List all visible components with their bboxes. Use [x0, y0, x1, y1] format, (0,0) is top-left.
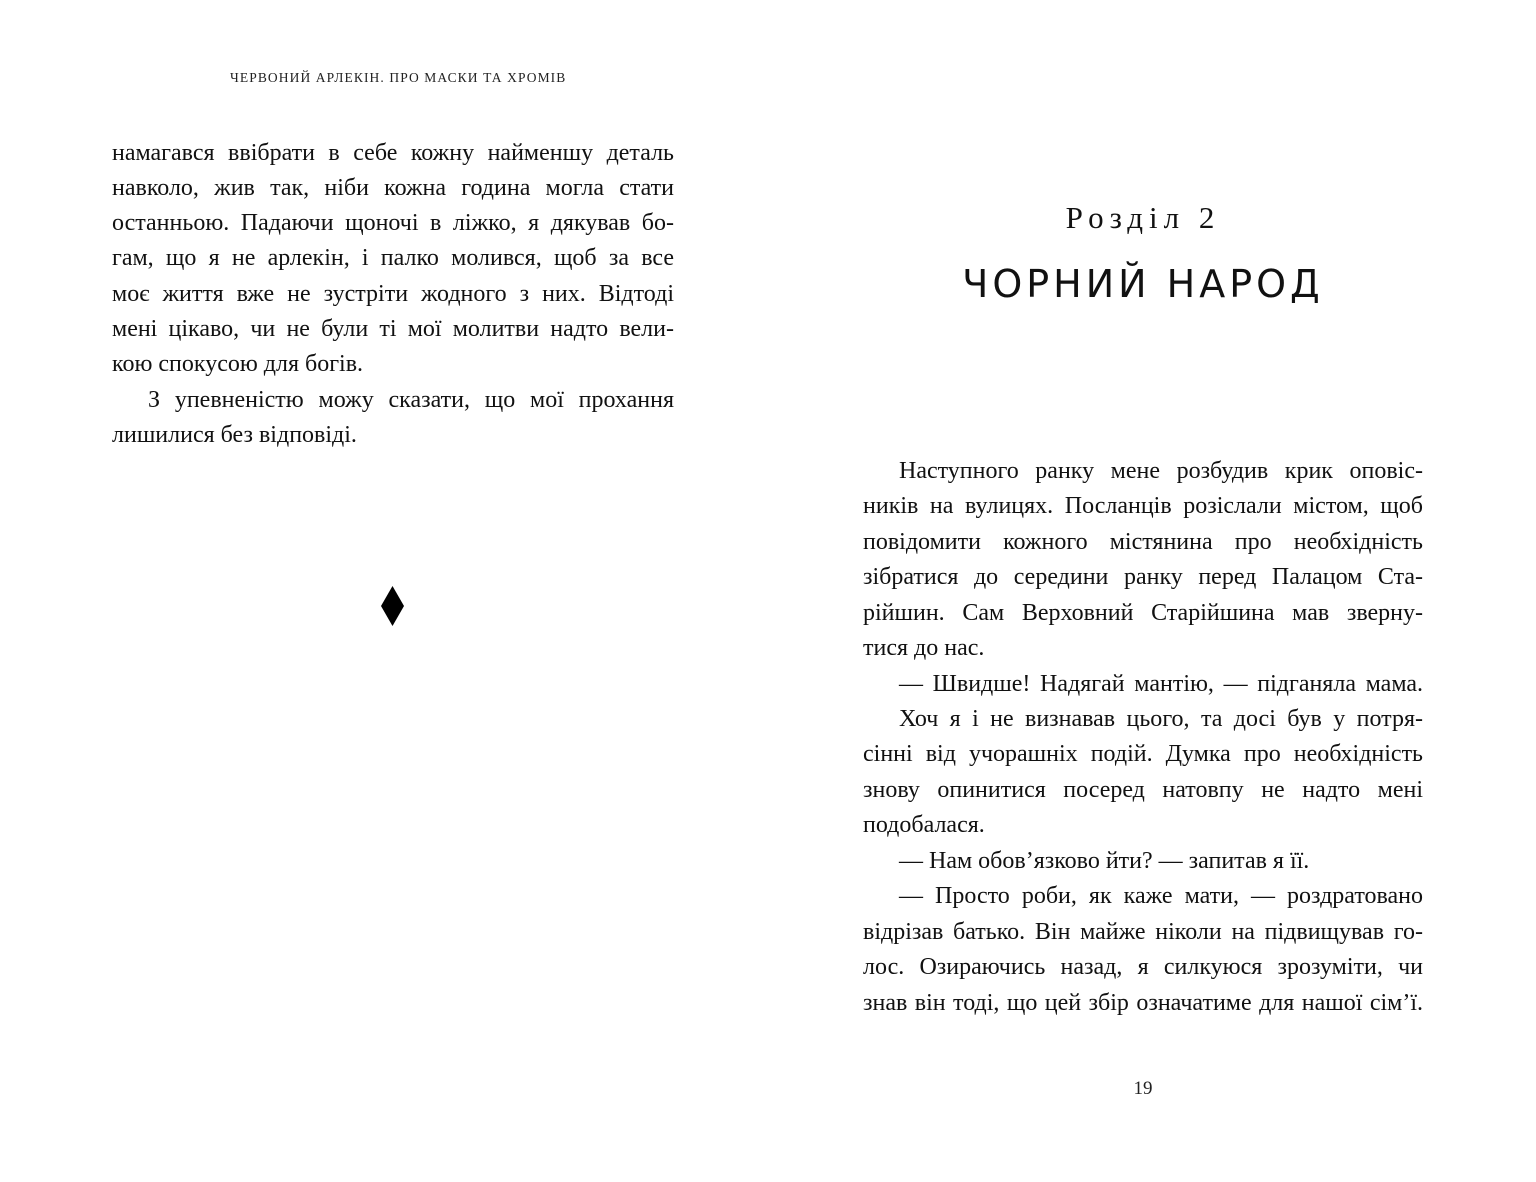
- text-line: Наступного ранку мене розбудив крик оповіс-: [899, 458, 1423, 484]
- text-line: моє життя вже не зустріти жодного з них. Відтоді: [112, 281, 674, 307]
- text-line: Хоч я і не визнавав цього, та досі був у потря-: [899, 706, 1423, 732]
- text-line: лишилися без відповіді.: [112, 422, 357, 448]
- chapter-title: ЧОРНИЙ НАРОД: [962, 262, 1324, 306]
- text-line: навколо, жив так, ніби кожна година могла стати: [112, 175, 674, 201]
- text-line: кою спокусою для богів.: [112, 351, 364, 377]
- text-line: лос. Озираючись назад, я силкуюся зрозуміти, чи: [863, 954, 1423, 980]
- text-line: відрізав батько. Він майже ніколи на підвищував го-: [863, 919, 1423, 945]
- text-line: З упевненістю можу сказати, що мої прохання: [148, 387, 674, 413]
- text-line: тися до нас.: [863, 635, 985, 661]
- text-line: рійшин. Сам Верховний Старійшина мав зверну-: [863, 600, 1423, 626]
- text-line: мені цікаво, чи не були ті мої молитви надто вели-: [112, 316, 674, 342]
- diamond-ornament-icon: [381, 586, 404, 626]
- text-line: знову опинитися посеред натовпу не надто мені: [863, 777, 1423, 803]
- text-line: знав він тоді, що цей збір означатиме для нашої сім’ї.: [863, 990, 1423, 1016]
- running-header: ЧЕРВОНИЙ АРЛЕКІН. ПРО МАСКИ ТА ХРОМІВ: [230, 70, 567, 85]
- text-line: — Швидше! Надягай мантію, — підганяла мама.: [899, 671, 1423, 697]
- text-line: сінні від учорашніх подій. Думка про необхідність: [863, 741, 1423, 767]
- text-line: — Нам обов’язково йти? — запитав я її.: [899, 848, 1310, 874]
- text-line: зібратися до середини ранку перед Палацом Ста-: [863, 564, 1423, 590]
- page-number: 19: [1133, 1078, 1153, 1099]
- chapter-label: Розділ 2: [1065, 200, 1221, 235]
- text-line: — Просто роби, як каже мати, — роздратовано: [899, 883, 1423, 909]
- text-line: гам, що я не арлекін, і палко молився, щоб за все: [112, 245, 674, 271]
- text-line: останньою. Падаючи щоночі в ліжко, я дякував бо-: [112, 210, 674, 236]
- text-line: намагався ввібрати в себе кожну найменшу деталь: [112, 140, 674, 166]
- text-line: ників на вулицях. Посланців розіслали містом, щоб: [863, 493, 1423, 519]
- text-line: повідомити кожного містянина про необхідність: [863, 529, 1423, 555]
- text-line: подобалася.: [863, 812, 985, 838]
